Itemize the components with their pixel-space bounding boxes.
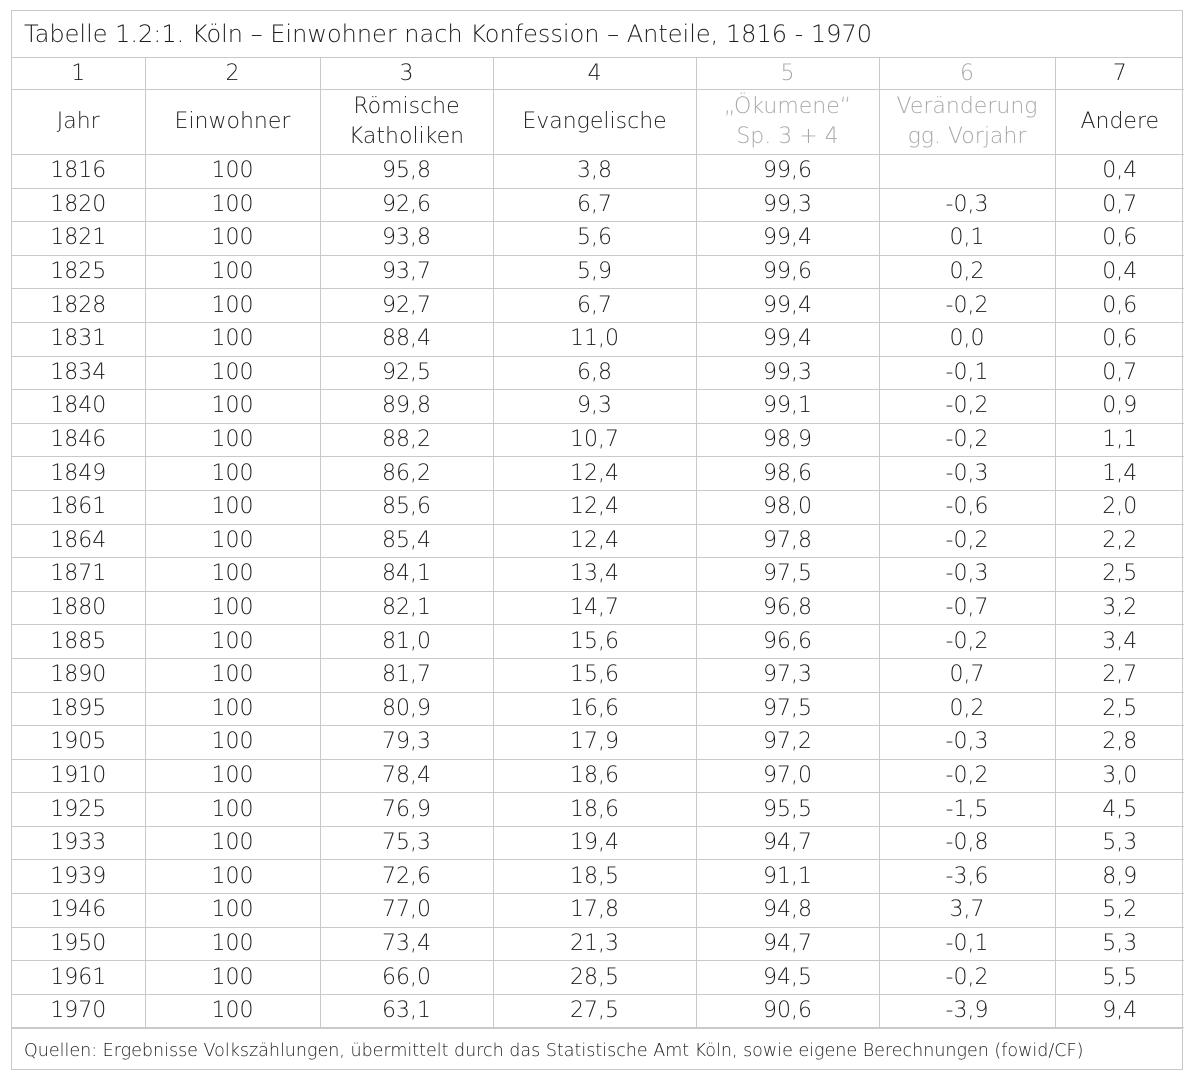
table-cell: 3,4 bbox=[1055, 625, 1184, 659]
table-cell: 12,4 bbox=[493, 524, 696, 558]
table-cell: 19,4 bbox=[493, 826, 696, 860]
table-cell: 1849 bbox=[12, 457, 145, 491]
table-row bbox=[12, 356, 1184, 390]
table-row bbox=[12, 255, 1184, 289]
table-cell: 78,4 bbox=[320, 759, 493, 793]
table-cell: 86,2 bbox=[320, 457, 493, 491]
table-cell: -3,6 bbox=[879, 860, 1055, 894]
table-cell: 95,8 bbox=[320, 155, 493, 189]
table-cell: 5,9 bbox=[493, 255, 696, 289]
table-cell: 100 bbox=[145, 994, 320, 1028]
table-cell: 92,7 bbox=[320, 289, 493, 323]
table-cell: 6,7 bbox=[493, 289, 696, 323]
table-cell: 1,4 bbox=[1055, 457, 1184, 491]
table-cell: 12,4 bbox=[493, 457, 696, 491]
table-row bbox=[12, 289, 1184, 323]
table-row bbox=[12, 826, 1184, 860]
header-line: gg. Vorjahr bbox=[907, 124, 1027, 149]
table-cell: 0,7 bbox=[1055, 188, 1184, 222]
table-cell: 1946 bbox=[12, 894, 145, 928]
table-row bbox=[12, 457, 1184, 491]
header-line: Evangelische bbox=[522, 109, 667, 134]
table-cell: 5,5 bbox=[1055, 961, 1184, 995]
table-cell: 100 bbox=[145, 390, 320, 424]
table-cell: 28,5 bbox=[493, 961, 696, 995]
table-cell: 85,4 bbox=[320, 524, 493, 558]
table-cell: 99,6 bbox=[696, 255, 879, 289]
table-cell: -0,2 bbox=[879, 390, 1055, 424]
header-line: Sp. 3 + 4 bbox=[736, 124, 839, 149]
table-cell: 17,8 bbox=[493, 894, 696, 928]
table-cell: 1816 bbox=[12, 155, 145, 189]
table-cell: 100 bbox=[145, 793, 320, 827]
table-cell: 8,9 bbox=[1055, 860, 1184, 894]
table-row bbox=[12, 860, 1184, 894]
table-row bbox=[12, 490, 1184, 524]
table-cell: 0,6 bbox=[1055, 289, 1184, 323]
table-cell: 98,9 bbox=[696, 423, 879, 457]
column-number: 2 bbox=[145, 58, 320, 90]
table-cell: 2,8 bbox=[1055, 726, 1184, 760]
table-cell: 88,2 bbox=[320, 423, 493, 457]
column-number: 5 bbox=[696, 58, 879, 90]
table-cell: 5,3 bbox=[1055, 927, 1184, 961]
table-cell: 100 bbox=[145, 658, 320, 692]
table-cell: 100 bbox=[145, 591, 320, 625]
table-cell: 5,2 bbox=[1055, 894, 1184, 928]
table-cell: 84,1 bbox=[320, 558, 493, 592]
header-line: Römische bbox=[353, 94, 460, 119]
table-row bbox=[12, 322, 1184, 356]
table-cell: 100 bbox=[145, 759, 320, 793]
table-row bbox=[12, 625, 1184, 659]
table-cell: 2,5 bbox=[1055, 692, 1184, 726]
table-cell: 9,3 bbox=[493, 390, 696, 424]
table-row bbox=[12, 524, 1184, 558]
table-cell: 97,5 bbox=[696, 558, 879, 592]
table-cell: -0,3 bbox=[879, 457, 1055, 491]
table-cell: 1885 bbox=[12, 625, 145, 659]
table-cell: 66,0 bbox=[320, 961, 493, 995]
table-cell: 1846 bbox=[12, 423, 145, 457]
table-cell: 0,6 bbox=[1055, 322, 1184, 356]
table-cell: 0,7 bbox=[1055, 356, 1184, 390]
table-cell: 1825 bbox=[12, 255, 145, 289]
table-cell: 99,3 bbox=[696, 356, 879, 390]
table-cell: 100 bbox=[145, 692, 320, 726]
column-number: 1 bbox=[12, 58, 145, 90]
table-cell: 73,4 bbox=[320, 927, 493, 961]
table-row bbox=[12, 793, 1184, 827]
table-cell: -0,8 bbox=[879, 826, 1055, 860]
table-cell: 99,6 bbox=[696, 155, 879, 189]
table-cell: 100 bbox=[145, 524, 320, 558]
table-cell: 1871 bbox=[12, 558, 145, 592]
table-cell: 96,8 bbox=[696, 591, 879, 625]
table-cell: 88,4 bbox=[320, 322, 493, 356]
table-cell: 2,2 bbox=[1055, 524, 1184, 558]
table-cell: 100 bbox=[145, 188, 320, 222]
table-cell: 100 bbox=[145, 155, 320, 189]
table-cell: -0,3 bbox=[879, 726, 1055, 760]
table-cell: 100 bbox=[145, 961, 320, 995]
table-cell: 99,4 bbox=[696, 222, 879, 256]
table-cell: 98,0 bbox=[696, 490, 879, 524]
table-row bbox=[12, 759, 1184, 793]
table-row bbox=[12, 591, 1184, 625]
header-cell bbox=[320, 90, 493, 155]
table-cell: 1961 bbox=[12, 961, 145, 995]
table-cell: 1939 bbox=[12, 860, 145, 894]
table-row bbox=[12, 423, 1184, 457]
table-cell: 21,3 bbox=[493, 927, 696, 961]
table-cell: 1820 bbox=[12, 188, 145, 222]
table-cell: 1880 bbox=[12, 591, 145, 625]
table-cell: 18,5 bbox=[493, 860, 696, 894]
table-cell: 91,1 bbox=[696, 860, 879, 894]
table-cell: 12,4 bbox=[493, 490, 696, 524]
table-cell: 100 bbox=[145, 490, 320, 524]
table-cell: 94,7 bbox=[696, 927, 879, 961]
table-row bbox=[12, 927, 1184, 961]
table-cell: 93,7 bbox=[320, 255, 493, 289]
table-cell: 100 bbox=[145, 826, 320, 860]
table-cell: 75,3 bbox=[320, 826, 493, 860]
table-cell: 94,5 bbox=[696, 961, 879, 995]
table-cell: 100 bbox=[145, 255, 320, 289]
table-cell: 90,6 bbox=[696, 994, 879, 1028]
table-cell: 100 bbox=[145, 726, 320, 760]
table-cell: 1905 bbox=[12, 726, 145, 760]
table-cell: 89,8 bbox=[320, 390, 493, 424]
table-cell: -0,2 bbox=[879, 423, 1055, 457]
table-cell: 1834 bbox=[12, 356, 145, 390]
table-document bbox=[11, 10, 1183, 1070]
table-cell: 79,3 bbox=[320, 726, 493, 760]
table-cell: 1950 bbox=[12, 927, 145, 961]
header-row bbox=[12, 90, 1184, 155]
header-line: Jahr bbox=[56, 109, 100, 134]
table-title: Tabelle 1.2:1. Köln – Einwohner nach Konfession – Anteile, 1816 - 1970 bbox=[12, 11, 1182, 58]
table-cell: 100 bbox=[145, 625, 320, 659]
table-cell: -0,1 bbox=[879, 356, 1055, 390]
table-row bbox=[12, 961, 1184, 995]
table-cell: 100 bbox=[145, 289, 320, 323]
table-cell: -1,5 bbox=[879, 793, 1055, 827]
table-cell: -0,7 bbox=[879, 591, 1055, 625]
table-cell: 100 bbox=[145, 894, 320, 928]
table-cell: -0,2 bbox=[879, 524, 1055, 558]
table-cell: 0,7 bbox=[879, 658, 1055, 692]
table-row bbox=[12, 994, 1184, 1028]
table-cell: 99,4 bbox=[696, 289, 879, 323]
table-cell: 100 bbox=[145, 356, 320, 390]
table-cell: 80,9 bbox=[320, 692, 493, 726]
table-cell: 15,6 bbox=[493, 625, 696, 659]
column-number: 7 bbox=[1055, 58, 1184, 90]
table-cell: -0,3 bbox=[879, 558, 1055, 592]
table-row bbox=[12, 558, 1184, 592]
table-cell: 81,0 bbox=[320, 625, 493, 659]
table-cell: 97,3 bbox=[696, 658, 879, 692]
table-cell: 100 bbox=[145, 558, 320, 592]
table-cell: 18,6 bbox=[493, 759, 696, 793]
header-line: Einwohner bbox=[174, 109, 291, 134]
header-line: Andere bbox=[1080, 109, 1160, 134]
header-line: Veränderung bbox=[896, 94, 1038, 119]
table-cell: 98,6 bbox=[696, 457, 879, 491]
table-cell: 2,5 bbox=[1055, 558, 1184, 592]
table-cell: 1821 bbox=[12, 222, 145, 256]
column-number: 4 bbox=[493, 58, 696, 90]
table-cell: 97,2 bbox=[696, 726, 879, 760]
table-row bbox=[12, 222, 1184, 256]
table-cell: 0,1 bbox=[879, 222, 1055, 256]
table-cell: 4,5 bbox=[1055, 793, 1184, 827]
table-cell: 17,9 bbox=[493, 726, 696, 760]
table-cell: 0,0 bbox=[879, 322, 1055, 356]
table-cell: 1861 bbox=[12, 490, 145, 524]
table-cell: 82,1 bbox=[320, 591, 493, 625]
table-cell: 97,8 bbox=[696, 524, 879, 558]
table-cell: -0,3 bbox=[879, 188, 1055, 222]
table-cell: 1840 bbox=[12, 390, 145, 424]
table-cell: 100 bbox=[145, 457, 320, 491]
table-cell: 6,8 bbox=[493, 356, 696, 390]
table-row bbox=[12, 155, 1184, 189]
table-cell: 100 bbox=[145, 927, 320, 961]
table-cell: 93,8 bbox=[320, 222, 493, 256]
table-cell: -0,2 bbox=[879, 961, 1055, 995]
table-row bbox=[12, 726, 1184, 760]
table-cell: 1970 bbox=[12, 994, 145, 1028]
table-cell: 0,2 bbox=[879, 255, 1055, 289]
table-cell: 18,6 bbox=[493, 793, 696, 827]
table-cell: 94,7 bbox=[696, 826, 879, 860]
table-cell: 77,0 bbox=[320, 894, 493, 928]
table-row bbox=[12, 894, 1184, 928]
table-cell bbox=[879, 155, 1055, 189]
table-cell: -0,1 bbox=[879, 927, 1055, 961]
table-cell: -0,2 bbox=[879, 289, 1055, 323]
table-cell: 10,7 bbox=[493, 423, 696, 457]
table-row bbox=[12, 188, 1184, 222]
table-cell: 11,0 bbox=[493, 322, 696, 356]
table-cell: 3,8 bbox=[493, 155, 696, 189]
table-cell: -0,2 bbox=[879, 759, 1055, 793]
table-cell: 1,1 bbox=[1055, 423, 1184, 457]
table-cell: 5,6 bbox=[493, 222, 696, 256]
table-cell: 99,4 bbox=[696, 322, 879, 356]
table-cell: 2,7 bbox=[1055, 658, 1184, 692]
table-cell: 99,3 bbox=[696, 188, 879, 222]
table-cell: 6,7 bbox=[493, 188, 696, 222]
table-cell: 1828 bbox=[12, 289, 145, 323]
table-cell: 1831 bbox=[12, 322, 145, 356]
table-cell: 1864 bbox=[12, 524, 145, 558]
column-number: 6 bbox=[879, 58, 1055, 90]
header-cell bbox=[145, 90, 320, 155]
table-cell: 1890 bbox=[12, 658, 145, 692]
confession-table bbox=[12, 58, 1184, 1028]
table-cell: 81,7 bbox=[320, 658, 493, 692]
table-cell: 99,1 bbox=[696, 390, 879, 424]
table-cell: 96,6 bbox=[696, 625, 879, 659]
table-cell: -0,2 bbox=[879, 625, 1055, 659]
table-cell: 92,6 bbox=[320, 188, 493, 222]
table-row bbox=[12, 390, 1184, 424]
table-cell: 3,7 bbox=[879, 894, 1055, 928]
table-cell: 0,4 bbox=[1055, 255, 1184, 289]
table-row bbox=[12, 692, 1184, 726]
table-cell: 3,2 bbox=[1055, 591, 1184, 625]
table-cell: 0,9 bbox=[1055, 390, 1184, 424]
table-cell: 1910 bbox=[12, 759, 145, 793]
table-cell: 85,6 bbox=[320, 490, 493, 524]
header-line: Katholiken bbox=[348, 124, 465, 149]
table-cell: 76,9 bbox=[320, 793, 493, 827]
table-cell: 92,5 bbox=[320, 356, 493, 390]
table-cell: 2,0 bbox=[1055, 490, 1184, 524]
table-cell: 1925 bbox=[12, 793, 145, 827]
table-cell: 72,6 bbox=[320, 860, 493, 894]
table-cell: 100 bbox=[145, 322, 320, 356]
table-cell: 94,8 bbox=[696, 894, 879, 928]
table-cell: 13,4 bbox=[493, 558, 696, 592]
table-cell: 16,6 bbox=[493, 692, 696, 726]
header-cell bbox=[1055, 90, 1184, 155]
table-cell: 0,6 bbox=[1055, 222, 1184, 256]
table-cell: 100 bbox=[145, 222, 320, 256]
source-note: Quellen: Ergebnisse Volkszählungen, übermittelt durch das Statistische Amt Köln, sowie eigene Berechnungen (fowid/CF) bbox=[12, 1028, 1182, 1070]
header-cell bbox=[12, 90, 145, 155]
column-number: 3 bbox=[320, 58, 493, 90]
table-cell: 100 bbox=[145, 860, 320, 894]
table-cell: 27,5 bbox=[493, 994, 696, 1028]
table-cell: 0,4 bbox=[1055, 155, 1184, 189]
table-cell: 1895 bbox=[12, 692, 145, 726]
table-cell: -0,6 bbox=[879, 490, 1055, 524]
table-cell: 0,2 bbox=[879, 692, 1055, 726]
header-cell bbox=[879, 90, 1055, 155]
column-number-row bbox=[12, 58, 1184, 90]
table-cell: 100 bbox=[145, 423, 320, 457]
header-cell bbox=[493, 90, 696, 155]
table-cell: 63,1 bbox=[320, 994, 493, 1028]
table-cell: 14,7 bbox=[493, 591, 696, 625]
table-cell: 9,4 bbox=[1055, 994, 1184, 1028]
table-cell: 3,0 bbox=[1055, 759, 1184, 793]
table-row bbox=[12, 658, 1184, 692]
table-cell: 97,0 bbox=[696, 759, 879, 793]
header-cell bbox=[696, 90, 879, 155]
header-line: „Ökumene“ bbox=[723, 94, 852, 119]
table-cell: 95,5 bbox=[696, 793, 879, 827]
table-cell: 97,5 bbox=[696, 692, 879, 726]
table-cell: 5,3 bbox=[1055, 826, 1184, 860]
table-cell: -3,9 bbox=[879, 994, 1055, 1028]
table-cell: 1933 bbox=[12, 826, 145, 860]
table-cell: 15,6 bbox=[493, 658, 696, 692]
